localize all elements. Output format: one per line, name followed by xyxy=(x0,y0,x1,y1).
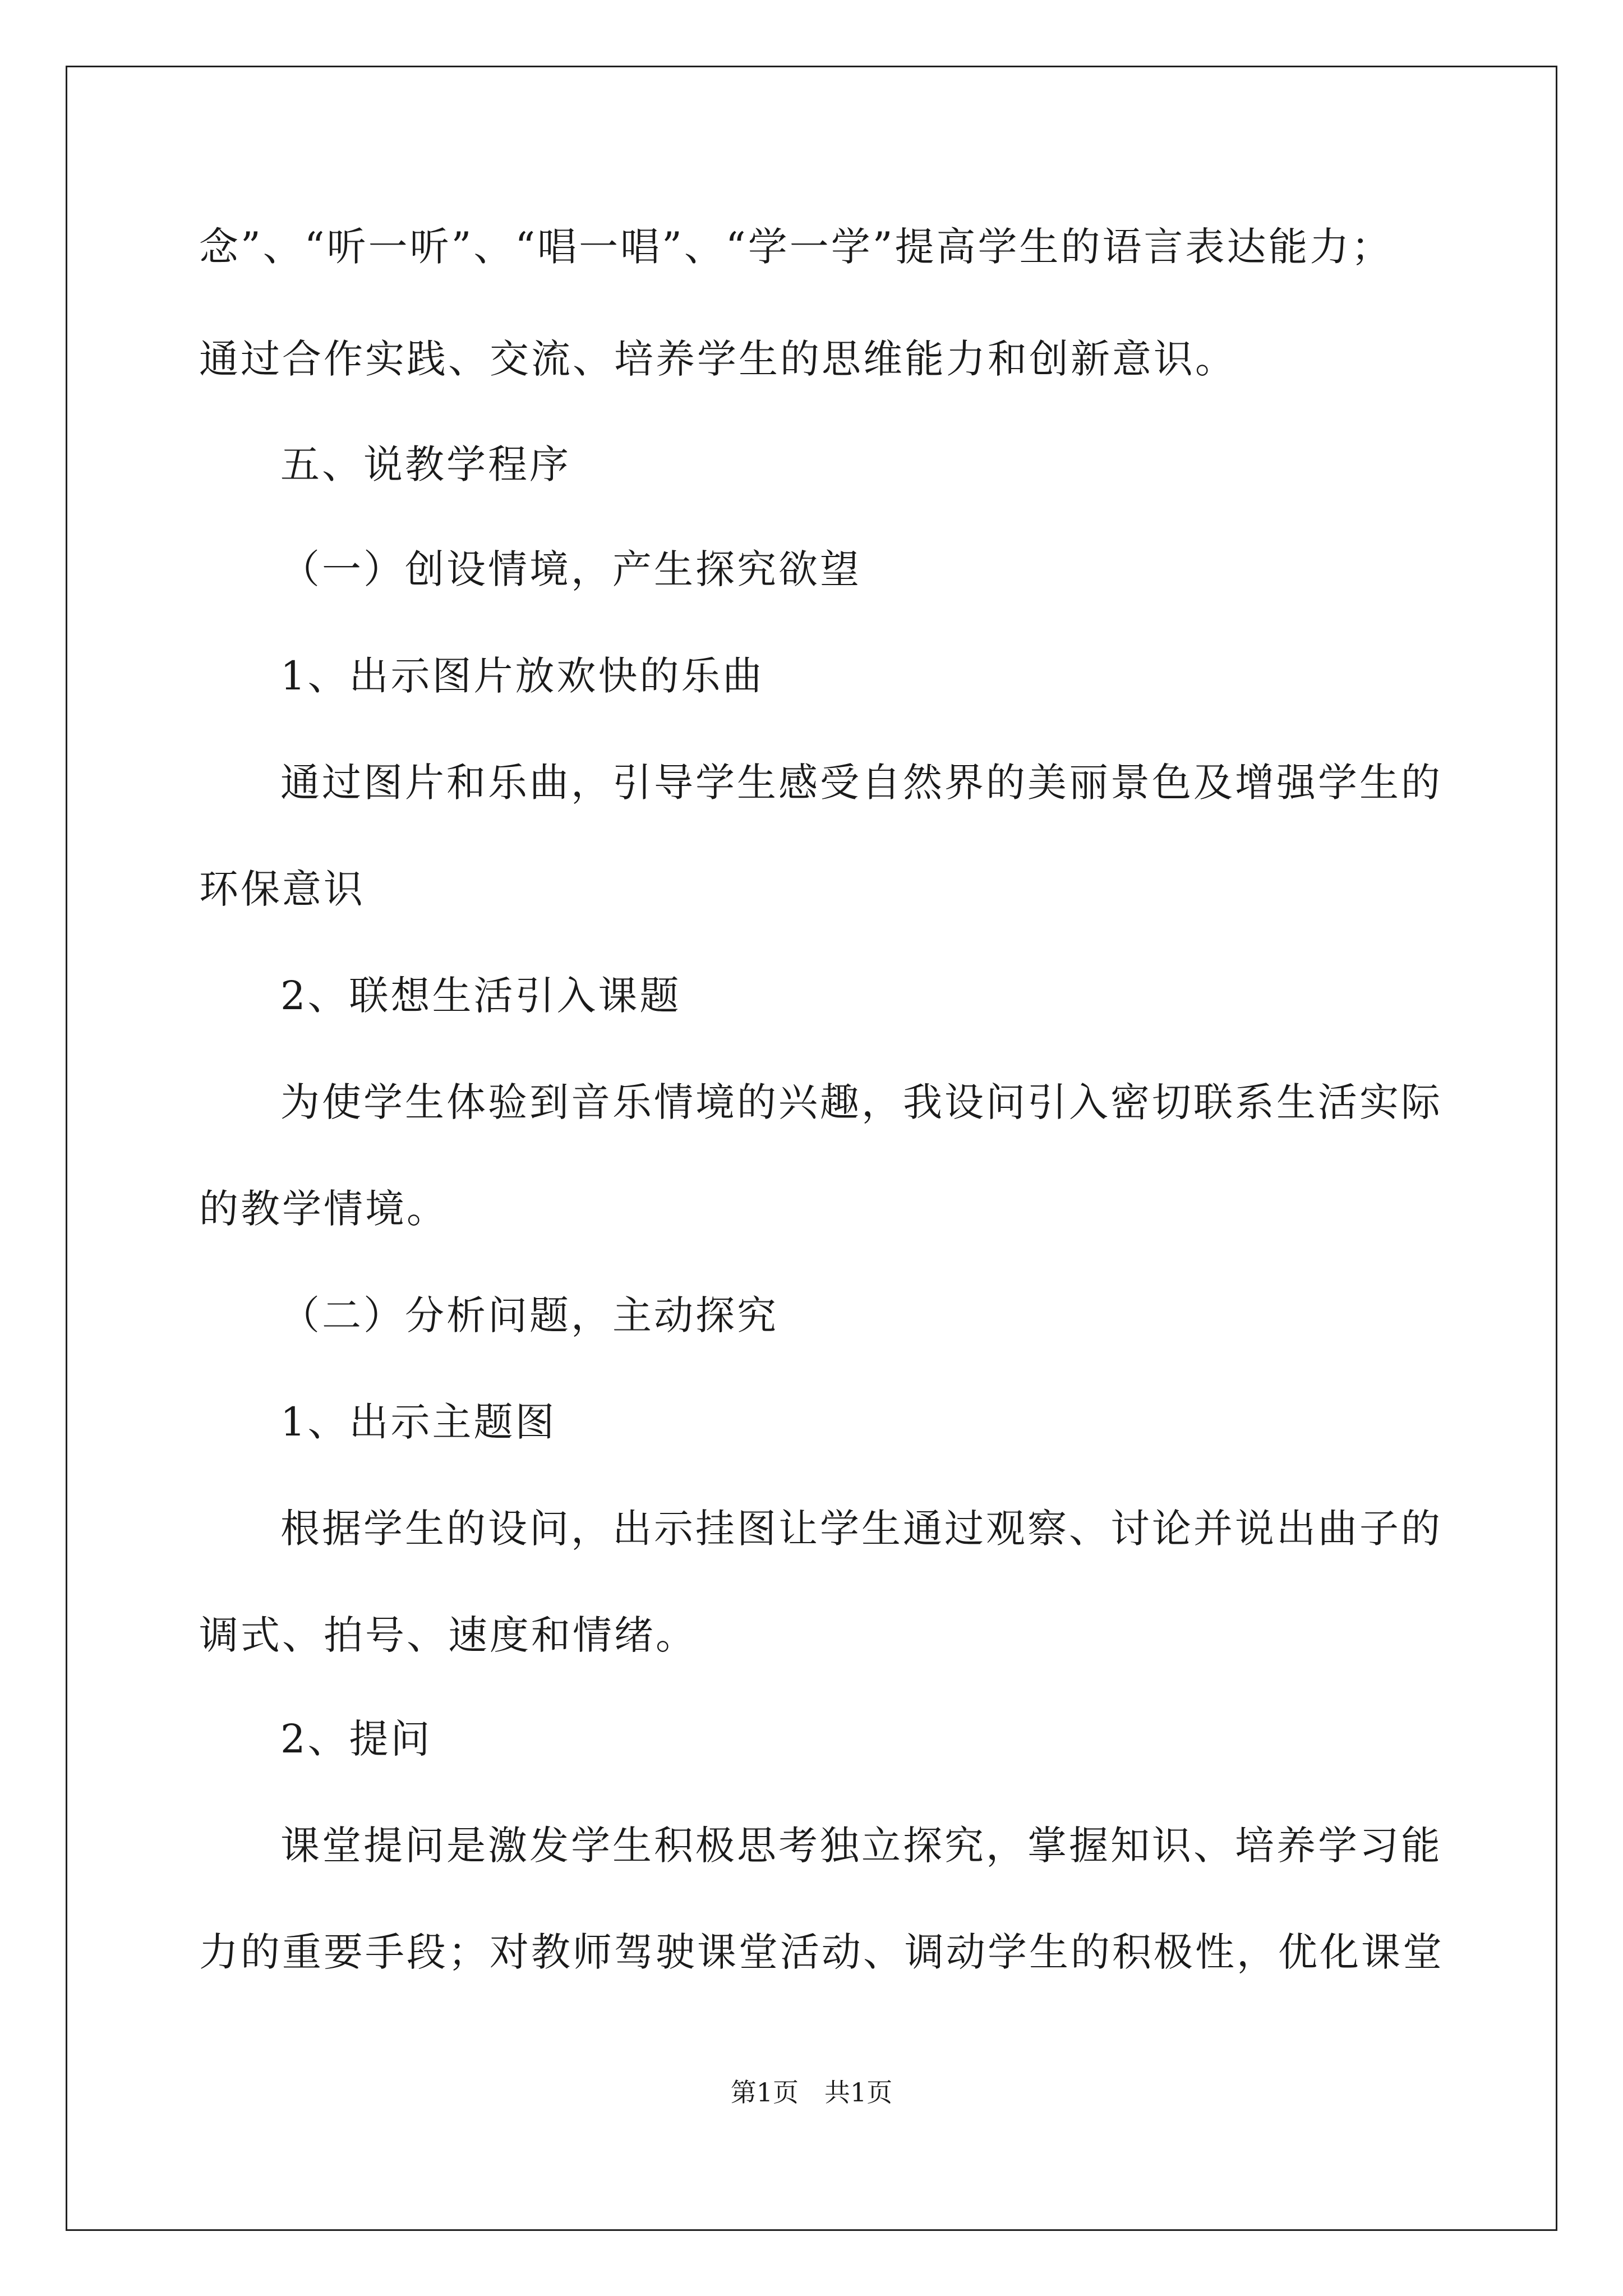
subsection-heading-one: （一）创设情境，产生探究欲望 xyxy=(280,546,861,592)
body-line-2: 通过合作实践、交流、培养学生的思维能力和创新意识。 xyxy=(199,336,1237,382)
item-heading-1b: 1、出示主题图 xyxy=(280,1399,557,1445)
body-line-6: 通过图片和乐曲，引导学生感受自然界的美丽景色及增强学生的 xyxy=(280,760,1442,806)
body-line-14: 调式、拍号、速度和情绪。 xyxy=(199,1612,697,1658)
body-line-13: 根据学生的设问，出示挂图让学生通过观察、讨论并说出曲子的 xyxy=(280,1506,1442,1552)
body-line-1: 念”、“听一听”、“唱一唱”、“学一学”提高学生的语言表达能力； xyxy=(199,224,1393,270)
page-frame xyxy=(66,66,1557,2231)
body-line-17: 力的重要手段；对教师驾驶课堂活动、调动学生的积极性，优化课堂 xyxy=(199,1929,1444,1975)
body-line-10: 的教学情境。 xyxy=(199,1186,448,1232)
body-line-7: 环保意识 xyxy=(199,866,365,912)
item-heading-1: 1、出示图片放欢快的乐曲 xyxy=(280,653,764,699)
body-line-16: 课堂提问是激发学生积极思考独立探究，掌握知识、培养学习能 xyxy=(280,1823,1442,1869)
body-line-9: 为使学生体验到音乐情境的兴趣，我设问引入密切联系生活实际 xyxy=(280,1079,1442,1125)
item-heading-2b: 2、提问 xyxy=(280,1716,432,1762)
subsection-heading-two: （二）分析问题，主动探究 xyxy=(280,1292,778,1338)
page-number-footer: 第1页 共1页 xyxy=(730,2077,893,2108)
section-heading-five: 五、说教学程序 xyxy=(280,441,571,487)
item-heading-2: 2、联想生活引入课题 xyxy=(280,973,681,1019)
